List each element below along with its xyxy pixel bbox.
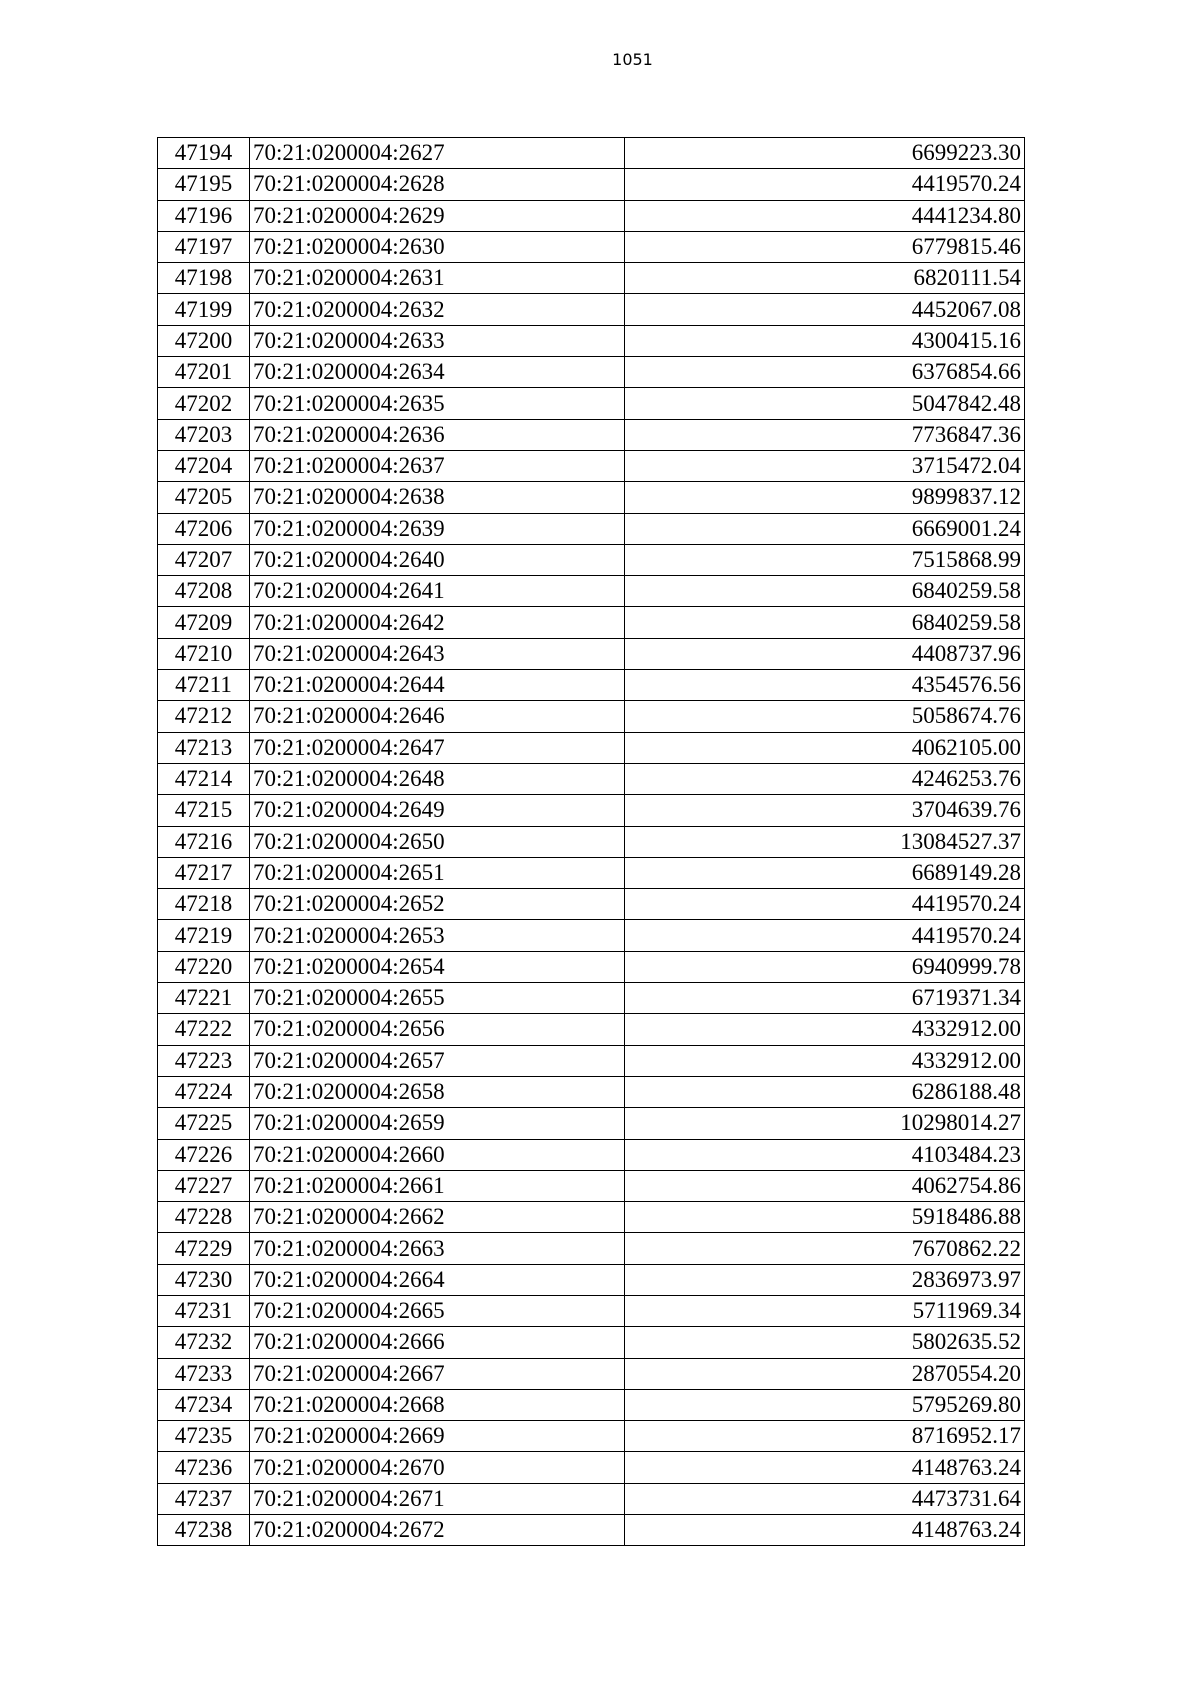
cadastral-number-cell: 70:21:0200004:2659 <box>250 1108 625 1139</box>
table-row <box>158 482 1025 513</box>
cadastral-number-cell: 70:21:0200004:2658 <box>250 1076 625 1107</box>
table-row <box>158 450 1025 481</box>
table-row <box>158 357 1025 388</box>
row-number-cell: 47236 <box>158 1452 250 1483</box>
row-number-cell: 47227 <box>158 1170 250 1201</box>
value-cell: 6689149.28 <box>625 857 1025 888</box>
row-number-cell: 47228 <box>158 1202 250 1233</box>
table-row <box>158 1358 1025 1389</box>
value-cell: 4419570.24 <box>625 169 1025 200</box>
table-row <box>158 544 1025 575</box>
row-number-cell: 47234 <box>158 1389 250 1420</box>
cadastral-number-cell: 70:21:0200004:2655 <box>250 983 625 1014</box>
value-cell: 4408737.96 <box>625 638 1025 669</box>
cadastral-number-cell: 70:21:0200004:2632 <box>250 294 625 325</box>
row-number-cell: 47216 <box>158 826 250 857</box>
value-cell: 4419570.24 <box>625 920 1025 951</box>
row-number-cell: 47201 <box>158 357 250 388</box>
cadastral-number-cell: 70:21:0200004:2648 <box>250 763 625 794</box>
table-row <box>158 857 1025 888</box>
cadastral-number-cell: 70:21:0200004:2638 <box>250 482 625 513</box>
row-number-cell: 47225 <box>158 1108 250 1139</box>
value-cell: 6719371.34 <box>625 983 1025 1014</box>
table-row <box>158 1264 1025 1295</box>
value-cell: 6840259.58 <box>625 607 1025 638</box>
row-number-cell: 47212 <box>158 701 250 732</box>
row-number-cell: 47231 <box>158 1295 250 1326</box>
row-number-cell: 47205 <box>158 482 250 513</box>
row-number-cell: 47215 <box>158 795 250 826</box>
row-number-cell: 47219 <box>158 920 250 951</box>
table-row <box>158 169 1025 200</box>
table-row <box>158 920 1025 951</box>
value-cell: 2870554.20 <box>625 1358 1025 1389</box>
table-row <box>158 951 1025 982</box>
table-row <box>158 1421 1025 1452</box>
cadastral-number-cell: 70:21:0200004:2649 <box>250 795 625 826</box>
cadastral-number-cell: 70:21:0200004:2639 <box>250 513 625 544</box>
value-cell: 7670862.22 <box>625 1233 1025 1264</box>
records-table <box>157 137 1025 1546</box>
row-number-cell: 47213 <box>158 732 250 763</box>
value-cell: 4452067.08 <box>625 294 1025 325</box>
row-number-cell: 47224 <box>158 1076 250 1107</box>
row-number-cell: 47226 <box>158 1139 250 1170</box>
table-row <box>158 1389 1025 1420</box>
table-row <box>158 1483 1025 1514</box>
value-cell: 7736847.36 <box>625 419 1025 450</box>
table-row <box>158 513 1025 544</box>
table-row <box>158 670 1025 701</box>
table-row <box>158 1108 1025 1139</box>
cadastral-number-cell: 70:21:0200004:2627 <box>250 138 625 169</box>
value-cell: 5047842.48 <box>625 388 1025 419</box>
cadastral-number-cell: 70:21:0200004:2637 <box>250 450 625 481</box>
table-row <box>158 200 1025 231</box>
table-row <box>158 1452 1025 1483</box>
cadastral-number-cell: 70:21:0200004:2663 <box>250 1233 625 1264</box>
cadastral-number-cell: 70:21:0200004:2634 <box>250 357 625 388</box>
row-number-cell: 47200 <box>158 325 250 356</box>
value-cell: 2836973.97 <box>625 1264 1025 1295</box>
table-row <box>158 1076 1025 1107</box>
row-number-cell: 47222 <box>158 1014 250 1045</box>
cadastral-number-cell: 70:21:0200004:2647 <box>250 732 625 763</box>
table-row <box>158 1233 1025 1264</box>
row-number-cell: 47196 <box>158 200 250 231</box>
row-number-cell: 47202 <box>158 388 250 419</box>
cadastral-number-cell: 70:21:0200004:2633 <box>250 325 625 356</box>
value-cell: 5058674.76 <box>625 701 1025 732</box>
value-cell: 6820111.54 <box>625 263 1025 294</box>
value-cell: 7515868.99 <box>625 544 1025 575</box>
value-cell: 4332912.00 <box>625 1045 1025 1076</box>
table-row <box>158 763 1025 794</box>
row-number-cell: 47203 <box>158 419 250 450</box>
table-row <box>158 638 1025 669</box>
row-number-cell: 47194 <box>158 138 250 169</box>
cadastral-number-cell: 70:21:0200004:2670 <box>250 1452 625 1483</box>
table-row <box>158 1014 1025 1045</box>
cadastral-number-cell: 70:21:0200004:2656 <box>250 1014 625 1045</box>
value-cell: 4148763.24 <box>625 1515 1025 1546</box>
row-number-cell: 47197 <box>158 231 250 262</box>
cadastral-number-cell: 70:21:0200004:2642 <box>250 607 625 638</box>
row-number-cell: 47235 <box>158 1421 250 1452</box>
row-number-cell: 47233 <box>158 1358 250 1389</box>
cadastral-number-cell: 70:21:0200004:2643 <box>250 638 625 669</box>
cadastral-number-cell: 70:21:0200004:2640 <box>250 544 625 575</box>
cadastral-number-cell: 70:21:0200004:2664 <box>250 1264 625 1295</box>
value-cell: 10298014.27 <box>625 1108 1025 1139</box>
value-cell: 4062754.86 <box>625 1170 1025 1201</box>
row-number-cell: 47208 <box>158 576 250 607</box>
row-number-cell: 47221 <box>158 983 250 1014</box>
row-number-cell: 47229 <box>158 1233 250 1264</box>
value-cell: 6840259.58 <box>625 576 1025 607</box>
cadastral-number-cell: 70:21:0200004:2669 <box>250 1421 625 1452</box>
table-row <box>158 138 1025 169</box>
table-row <box>158 231 1025 262</box>
row-number-cell: 47223 <box>158 1045 250 1076</box>
cadastral-number-cell: 70:21:0200004:2665 <box>250 1295 625 1326</box>
cadastral-number-cell: 70:21:0200004:2646 <box>250 701 625 732</box>
value-cell: 6699223.30 <box>625 138 1025 169</box>
value-cell: 8716952.17 <box>625 1421 1025 1452</box>
table-row <box>158 701 1025 732</box>
table-row <box>158 607 1025 638</box>
records-table-body <box>158 138 1025 1546</box>
table-row <box>158 983 1025 1014</box>
table-row <box>158 889 1025 920</box>
value-cell: 5795269.80 <box>625 1389 1025 1420</box>
table-row <box>158 388 1025 419</box>
cadastral-number-cell: 70:21:0200004:2657 <box>250 1045 625 1076</box>
cadastral-number-cell: 70:21:0200004:2671 <box>250 1483 625 1514</box>
table-row <box>158 1170 1025 1201</box>
value-cell: 4419570.24 <box>625 889 1025 920</box>
row-number-cell: 47237 <box>158 1483 250 1514</box>
table-row <box>158 325 1025 356</box>
table-row <box>158 795 1025 826</box>
value-cell: 5802635.52 <box>625 1327 1025 1358</box>
cadastral-number-cell: 70:21:0200004:2650 <box>250 826 625 857</box>
cadastral-number-cell: 70:21:0200004:2629 <box>250 200 625 231</box>
cadastral-number-cell: 70:21:0200004:2631 <box>250 263 625 294</box>
row-number-cell: 47204 <box>158 450 250 481</box>
row-number-cell: 47198 <box>158 263 250 294</box>
cadastral-number-cell: 70:21:0200004:2652 <box>250 889 625 920</box>
row-number-cell: 47209 <box>158 607 250 638</box>
value-cell: 3704639.76 <box>625 795 1025 826</box>
cadastral-number-cell: 70:21:0200004:2653 <box>250 920 625 951</box>
row-number-cell: 47199 <box>158 294 250 325</box>
table-row <box>158 294 1025 325</box>
table-row <box>158 1327 1025 1358</box>
value-cell: 9899837.12 <box>625 482 1025 513</box>
value-cell: 4300415.16 <box>625 325 1025 356</box>
row-number-cell: 47232 <box>158 1327 250 1358</box>
row-number-cell: 47218 <box>158 889 250 920</box>
cadastral-number-cell: 70:21:0200004:2672 <box>250 1515 625 1546</box>
row-number-cell: 47230 <box>158 1264 250 1295</box>
row-number-cell: 47238 <box>158 1515 250 1546</box>
value-cell: 4246253.76 <box>625 763 1025 794</box>
row-number-cell: 47195 <box>158 169 250 200</box>
cadastral-number-cell: 70:21:0200004:2666 <box>250 1327 625 1358</box>
cadastral-number-cell: 70:21:0200004:2644 <box>250 670 625 701</box>
row-number-cell: 47206 <box>158 513 250 544</box>
table-row <box>158 826 1025 857</box>
cadastral-number-cell: 70:21:0200004:2636 <box>250 419 625 450</box>
value-cell: 6669001.24 <box>625 513 1025 544</box>
row-number-cell: 47211 <box>158 670 250 701</box>
row-number-cell: 47220 <box>158 951 250 982</box>
value-cell: 4473731.64 <box>625 1483 1025 1514</box>
cadastral-number-cell: 70:21:0200004:2651 <box>250 857 625 888</box>
table-row <box>158 732 1025 763</box>
cadastral-number-cell: 70:21:0200004:2668 <box>250 1389 625 1420</box>
value-cell: 5711969.34 <box>625 1295 1025 1326</box>
value-cell: 6779815.46 <box>625 231 1025 262</box>
page-number: 1051 <box>612 50 653 69</box>
table-row <box>158 1202 1025 1233</box>
cadastral-number-cell: 70:21:0200004:2662 <box>250 1202 625 1233</box>
cadastral-number-cell: 70:21:0200004:2641 <box>250 576 625 607</box>
row-number-cell: 47217 <box>158 857 250 888</box>
row-number-cell: 47210 <box>158 638 250 669</box>
table-row <box>158 419 1025 450</box>
table-row <box>158 263 1025 294</box>
row-number-cell: 47207 <box>158 544 250 575</box>
table-row <box>158 1139 1025 1170</box>
cadastral-number-cell: 70:21:0200004:2630 <box>250 231 625 262</box>
cadastral-number-cell: 70:21:0200004:2635 <box>250 388 625 419</box>
value-cell: 4332912.00 <box>625 1014 1025 1045</box>
value-cell: 4441234.80 <box>625 200 1025 231</box>
value-cell: 4103484.23 <box>625 1139 1025 1170</box>
value-cell: 4062105.00 <box>625 732 1025 763</box>
value-cell: 6286188.48 <box>625 1076 1025 1107</box>
value-cell: 3715472.04 <box>625 450 1025 481</box>
cadastral-number-cell: 70:21:0200004:2654 <box>250 951 625 982</box>
value-cell: 6940999.78 <box>625 951 1025 982</box>
cadastral-number-cell: 70:21:0200004:2661 <box>250 1170 625 1201</box>
table-row <box>158 1295 1025 1326</box>
cadastral-number-cell: 70:21:0200004:2660 <box>250 1139 625 1170</box>
value-cell: 6376854.66 <box>625 357 1025 388</box>
table-row <box>158 576 1025 607</box>
row-number-cell: 47214 <box>158 763 250 794</box>
table-row <box>158 1045 1025 1076</box>
value-cell: 13084527.37 <box>625 826 1025 857</box>
table-row <box>158 1515 1025 1546</box>
cadastral-number-cell: 70:21:0200004:2667 <box>250 1358 625 1389</box>
value-cell: 4354576.56 <box>625 670 1025 701</box>
value-cell: 5918486.88 <box>625 1202 1025 1233</box>
value-cell: 4148763.24 <box>625 1452 1025 1483</box>
cadastral-number-cell: 70:21:0200004:2628 <box>250 169 625 200</box>
